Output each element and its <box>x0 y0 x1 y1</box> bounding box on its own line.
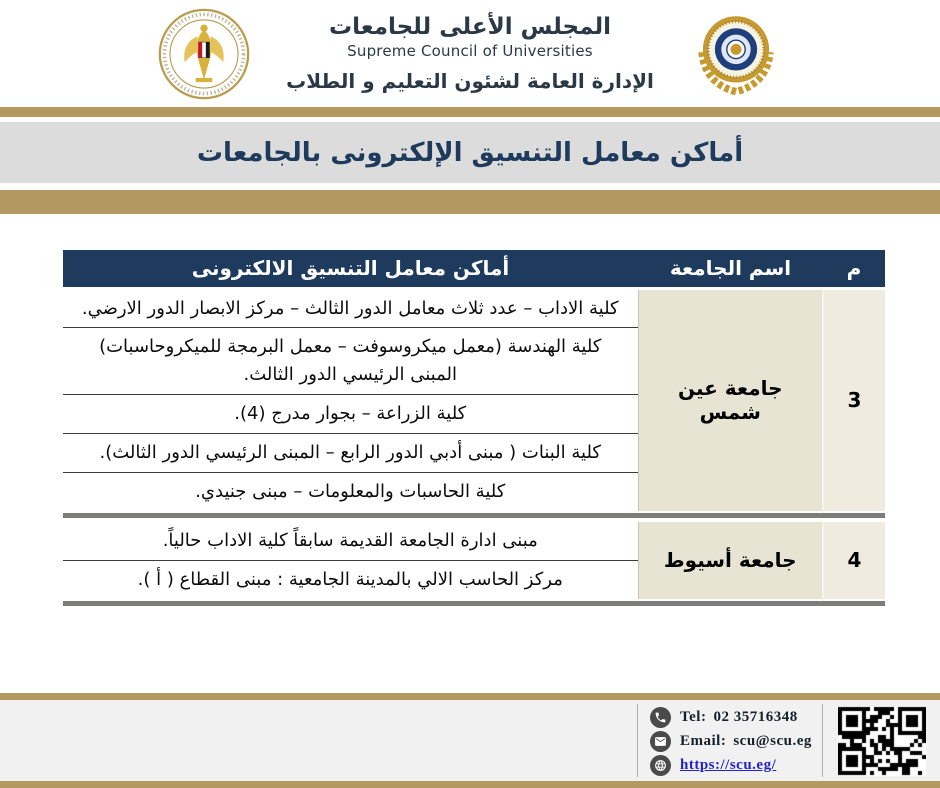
section-separator-row <box>63 512 885 520</box>
email-label: Email: <box>680 733 727 749</box>
tel-label: Tel: <box>680 709 707 725</box>
location-cell: كلية الحاسبات والمعلومات – مبنى جنيدي. <box>63 472 638 511</box>
page-title: أماكن معامل التنسيق الإلكترونى بالجامعات <box>196 137 744 168</box>
location-cell: كلية الاداب – عدد ثلاث معامل الدور الثالث – مركز الابصار الدور الارضي. <box>63 288 638 328</box>
footer-bottom-bar <box>0 781 940 788</box>
table-header-row <box>63 250 885 288</box>
website-row <box>650 754 820 777</box>
divider-bar-top <box>0 107 940 117</box>
col-header-index: م <box>823 250 885 288</box>
footer <box>0 693 940 788</box>
location-cell: كلية الزراعة – بجوار مدرج (4). <box>63 395 638 434</box>
col-header-locations: أماكن معامل التنسيق الالكترونى <box>63 250 638 288</box>
footer-divider-left <box>637 704 638 777</box>
university-index: 4 <box>823 520 885 600</box>
location-cell: مركز الحاسب الالي بالمدينة الجامعية : مبنى القطاع ( أ ). <box>63 560 638 599</box>
table-row <box>63 288 885 328</box>
qr-code <box>838 706 926 776</box>
website-link[interactable]: https://scu.eg/ <box>680 757 777 773</box>
title-band <box>0 122 940 183</box>
footer-top-bar <box>0 693 940 700</box>
org-name-english: Supreme Council of Universities <box>347 41 593 60</box>
university-index: 3 <box>823 288 885 512</box>
location-cell: كلية البنات ( مبنى أدبي الدور الرابع – المبنى الرئيسي الدور الثالث). <box>63 434 638 473</box>
org-name-arabic: المجلس الأعلى للجامعات <box>328 14 612 41</box>
globe-icon <box>650 755 671 776</box>
footer-divider-right <box>822 704 823 777</box>
university-name: جامعة عين شمس <box>638 288 823 512</box>
divider-bar-under-title <box>0 190 940 214</box>
col-header-university: اسم الجامعة <box>638 250 823 288</box>
email-value: scu@scu.eg <box>733 733 812 749</box>
scu-logo <box>690 8 782 100</box>
department-name-arabic: الإدارة العامة لشئون التعليم و الطلاب <box>286 68 654 93</box>
header-titles <box>286 14 654 92</box>
section-separator <box>63 512 885 520</box>
phone-icon <box>650 707 671 728</box>
location-cell: كلية الهندسة (معمل ميكروسوفت – معمل البرمجة للميكروحاسبات) المبنى الرئيسي الدور الثالث. <box>63 328 638 395</box>
tel-row <box>650 706 820 729</box>
email-row <box>650 730 820 753</box>
location-cell: مبنى ادارة الجامعة القديمة سابقاً كلية الاداب حالياً. <box>63 520 638 560</box>
tel-value: 02 35716348 <box>713 709 798 725</box>
contact-block <box>650 706 820 778</box>
ministry-seal-logo <box>158 8 250 100</box>
header <box>0 0 940 107</box>
footer-body <box>0 700 940 781</box>
email-icon <box>650 731 671 752</box>
labs-table <box>63 250 885 610</box>
section-separator <box>63 600 885 608</box>
table-row <box>63 520 885 560</box>
section-separator-row <box>63 600 885 608</box>
university-name: جامعة أسيوط <box>638 520 823 600</box>
